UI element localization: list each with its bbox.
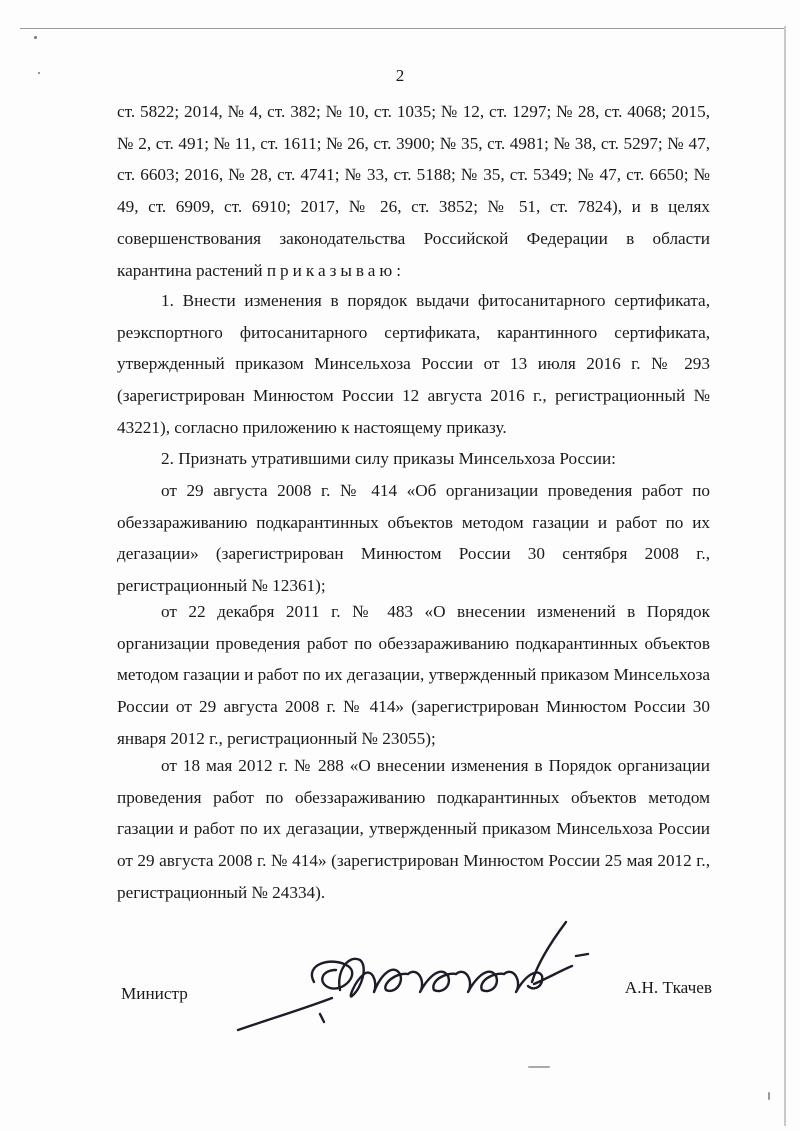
scan-speck bbox=[38, 72, 40, 74]
order-word: приказываю bbox=[266, 260, 397, 280]
scan-speck bbox=[528, 1066, 550, 1068]
repealed-order-3: от 18 мая 2012 г. № 288 «О внесении изменения в Порядок организации проведения работ по обеззараживанию подкарантинных объектов методом газации и работ по их дегазации, утвержденный приказом Минсельхоза России от 29 августа 2008 г. № 414» (зарегистрирован Минюстом России 25 мая 2012 г., регистрационный № 24334). bbox=[117, 756, 710, 902]
intro-tail: : bbox=[396, 260, 402, 280]
scan-edge-top bbox=[20, 28, 785, 29]
signatory-name: А.Н. Ткачев bbox=[624, 978, 712, 997]
page-number: 2 bbox=[395, 66, 405, 85]
repealed-order-1: от 29 августа 2008 г. № 414 «Об организации проведения работ по обеззараживанию подкарантинных объектов методом газации и работ по их дегазации» (зарегистрирован Минюстом России 30 сентября 2008 г., регистрационный № 12361); bbox=[117, 481, 710, 596]
scan-speck bbox=[34, 36, 37, 39]
intro-paragraph bbox=[117, 96, 710, 286]
item-2-paragraph: 2. Признать утратившими силу приказы Минсельхоза России: bbox=[161, 449, 616, 468]
scan-speck bbox=[768, 1092, 770, 1100]
item-1-paragraph: 1. Внести изменения в порядок выдачи фитосанитарного сертификата, реэкспортного фитосанитарного сертификата, карантинного сертификата, утвержденный приказом Минсельхоза России от 13 июля 2016 г. № 293 (зарегистрирован Минюстом России 12 августа 2016 г., регистрационный № 43221), согласно приложению к настоящему приказу. bbox=[117, 291, 710, 437]
repealed-order-2: от 22 декабря 2011 г. № 483 «О внесении изменений в Порядок организации проведения работ по обеззараживанию подкарантинных объектов методом газации и работ по их дегазации, утвержденный приказом Минсельхоза России от 29 августа 2008 г. № 414» (зарегистрирован Минюстом России 30 января 2012 г., регистрационный № 23055); bbox=[117, 602, 710, 748]
scan-edge-right bbox=[784, 26, 786, 1126]
handwritten-signature bbox=[236, 912, 596, 1042]
signatory-title: Министр bbox=[121, 984, 188, 1003]
intro-text: ст. 5822; 2014, № 4, ст. 382; № 10, ст. 1035; № 12, ст. 1297; № 28, ст. 4068; 2015, № 2, ст. 491; № 11, ст. 1611; № 26, ст. 3900; № 35, ст. 4981; № 38, ст. 5297; № 47, ст. 6603; 2016, № 28, ст. 4741; № 33, ст. 5188; № 35, ст. 5349; № 47, ст. 6650; № 49, ст. 6909, ст. 6910; 2017, № 26, ст. 3852; № 51, ст. 7824), и в целях совершенствования законодательства Российской Федерации в области карантина растений bbox=[117, 102, 710, 280]
